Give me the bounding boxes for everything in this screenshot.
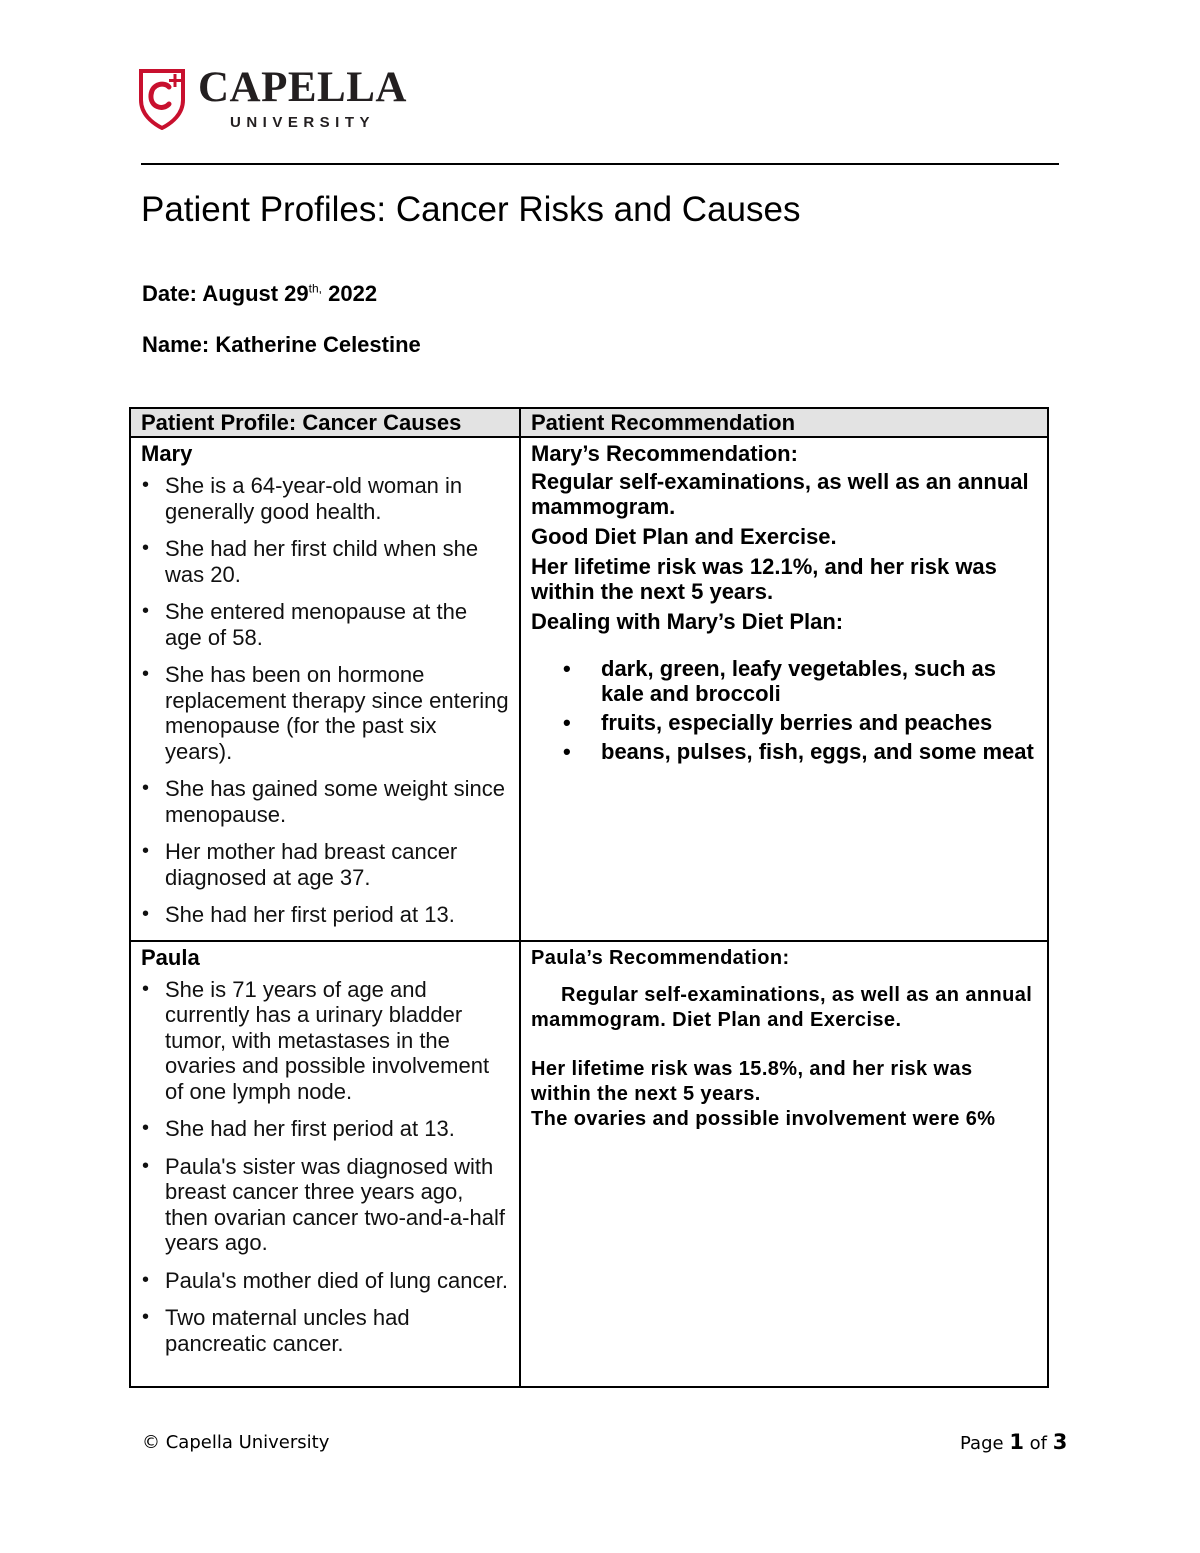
patient-name: Paula <box>141 944 200 970</box>
capella-logo <box>138 64 407 131</box>
page-current: 1 <box>1009 1430 1024 1454</box>
date-line <box>142 281 377 307</box>
list-item: • She had her first period at 13. <box>141 1116 509 1142</box>
recommendation-title: Paula’s Recommendation: <box>531 946 790 969</box>
list-item: • Paula's mother died of lung cancer. <box>141 1268 509 1294</box>
date-year: 2022 <box>322 281 378 306</box>
patient-name: Mary <box>141 441 193 466</box>
date-superscript: th, <box>308 281 322 296</box>
footer-copyright: © Capella University <box>142 1432 330 1453</box>
table-row <box>130 941 1048 1387</box>
paula-profile-cell <box>130 941 520 1387</box>
list-item: • She has been on hormone replacement therapy since entering menopause (for the past six years). <box>141 662 509 764</box>
paula-recommendation-cell <box>520 941 1048 1387</box>
header-cancer-causes: Patient Profile: Cancer Causes <box>130 408 520 437</box>
document-title: Patient Profiles: Cancer Risks and Causes <box>141 190 801 229</box>
date-label: Date: August 29 <box>142 281 309 306</box>
list-item: • She is 71 years of age and currently has a urinary bladder tumor, with metastases in the ovaries and possible involvement of one lymph node. <box>141 977 509 1105</box>
diet-plan-heading: Dealing with Mary’s Diet Plan: <box>531 609 844 634</box>
table-header-row <box>130 408 1048 437</box>
list-item: • She had her first period at 13. <box>141 902 509 928</box>
capella-shield-icon <box>138 68 186 130</box>
mary-profile-cell <box>130 437 520 941</box>
page-word: Page <box>960 1433 1010 1454</box>
list-item: • She had her first child when she was 20. <box>141 536 509 587</box>
list-item: • She is a 64-year-old woman in generally good health. <box>141 473 509 524</box>
diet-list <box>531 656 1037 764</box>
list-item: • dark, green, leafy vegetables, such as kale and broccoli <box>531 656 1037 706</box>
recommendation-paragraph: Good Diet Plan and Exercise. <box>531 524 837 549</box>
mary-facts-list <box>141 473 509 928</box>
paula-recommendation <box>531 943 1037 1132</box>
table-row <box>130 437 1048 941</box>
list-item: • Her mother had breast cancer diagnosed at age 37. <box>141 839 509 890</box>
list-item: • Two maternal uncles had pancreatic cancer. <box>141 1305 509 1356</box>
page-total: 3 <box>1052 1430 1068 1454</box>
recommendation-paragraph: Her lifetime risk was 15.8%, and her risk was within the next 5 years. <box>531 1057 973 1105</box>
mary-recommendation <box>531 439 1037 634</box>
paula-facts-list <box>141 977 509 1357</box>
recommendation-paragraph: Her lifetime risk was 12.1%, and her risk was within the next 5 years. <box>531 554 997 604</box>
list-item: • beans, pulses, fish, eggs, and some meat <box>531 739 1037 764</box>
mary-recommendation-cell <box>520 437 1048 941</box>
header-divider <box>141 163 1059 165</box>
page-number <box>960 1430 1067 1454</box>
list-item: • She has gained some weight since menopause. <box>141 776 509 827</box>
recommendation-title: Mary’s Recommendation: <box>531 441 798 466</box>
recommendation-paragraph: The ovaries and possible involvement were 6% <box>531 1107 996 1130</box>
list-item: • fruits, especially berries and peaches <box>531 710 1037 735</box>
page-of: of <box>1023 1433 1053 1454</box>
patient-profiles-table <box>129 407 1049 1388</box>
recommendation-paragraph: Regular self-examinations, as well as an annual mammogram. Diet Plan and Exercise. <box>531 983 1033 1031</box>
logo-subtitle: UNIVERSITY <box>230 114 376 131</box>
recommendation-paragraph: Regular self-examinations, as well as an annual mammogram. <box>531 469 1029 519</box>
logo-wordmark: CAPELLA <box>198 64 407 111</box>
list-item: • She entered menopause at the age of 58. <box>141 599 509 650</box>
name-line: Name: Katherine Celestine <box>142 332 421 357</box>
list-item: • Paula's sister was diagnosed with breast cancer three years ago, then ovarian cancer two-and-a-half years ago. <box>141 1154 509 1256</box>
header-recommendation: Patient Recommendation <box>520 408 1048 437</box>
